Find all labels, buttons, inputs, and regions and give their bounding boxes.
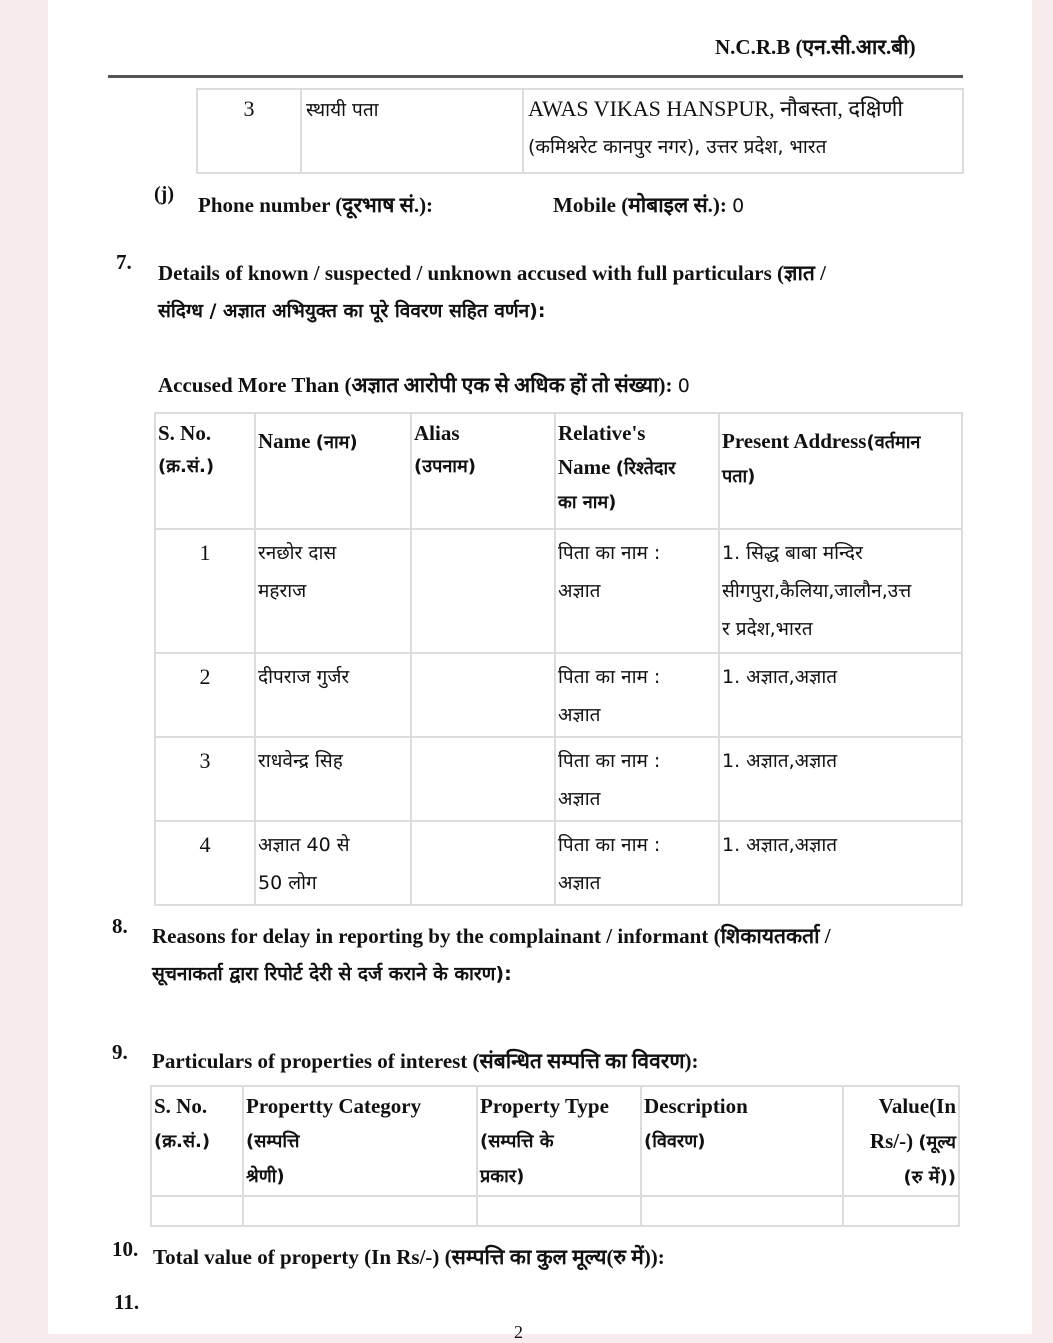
address-value <box>523 89 963 173</box>
mobile-label: Mobile (मोबाइल सं.): <box>553 193 727 217</box>
mobile-field <box>553 191 744 219</box>
cell-name: राधवेन्द्र सिह <box>255 737 411 821</box>
col-value: Value(In Rs/-) (मूल्य (रु में)) <box>843 1086 959 1196</box>
table-row <box>155 653 962 737</box>
section-9-number: 9. <box>112 1040 128 1064</box>
address-table <box>196 88 964 174</box>
address-type: स्थायी पता <box>301 89 523 173</box>
mobile-value: 0 <box>732 195 745 217</box>
col-sno: S. No. (क्र.सं.) <box>155 413 255 529</box>
col-property-category: Propertty Category (सम्पत्ति श्रेणी) <box>243 1086 477 1196</box>
col-description: Description (विवरण) <box>641 1086 843 1196</box>
col-name: Name (नाम) <box>255 413 411 529</box>
cell-sno: 4 <box>155 821 255 905</box>
page-number: 2 <box>514 1322 523 1342</box>
cell-category <box>243 1196 477 1226</box>
header-rule <box>108 75 963 78</box>
cell-relative: पिता का नाम : अज्ञात <box>555 737 719 821</box>
cell-name: अज्ञात 40 से 50 लोग <box>255 821 411 905</box>
cell-sno <box>151 1196 243 1226</box>
col-relative-name: Relative's Name (रिश्तेदार का नाम) <box>555 413 719 529</box>
cell-relative: पिता का नाम : अज्ञात <box>555 529 719 653</box>
accused-more-than <box>158 371 690 399</box>
cell-sno: 1 <box>155 529 255 653</box>
col-alias: Alias (उपनाम) <box>411 413 555 529</box>
property-table <box>150 1085 960 1227</box>
cell-name: दीपराज गुर्जर <box>255 653 411 737</box>
table-row <box>155 821 962 905</box>
table-row <box>155 529 962 653</box>
address-line: (कमिश्नरेट कानपुर नगर), उत्तर प्रदेश, भारत <box>528 136 827 158</box>
cell-address: 1. अज्ञात,अज्ञात <box>719 737 962 821</box>
phone-label: Phone number (दूरभाष सं.): <box>198 193 434 217</box>
cell-alias <box>411 737 555 821</box>
cell-relative: पिता का नाम : अज्ञात <box>555 821 719 905</box>
accused-more-value: 0 <box>677 375 690 397</box>
section-8-title: Reasons for delay in reporting by the complainant / informant (शिकायतकर्ता / सूचनाकर्ता द्वारा रिपोर्ट देरी से दर्ज कराने के कारण): <box>152 924 831 985</box>
table-row <box>151 1196 959 1226</box>
col-sno: S. No. (क्र.सं.) <box>151 1086 243 1196</box>
cell-description <box>641 1196 843 1226</box>
section-10-number: 10. <box>112 1237 139 1261</box>
section-9-title: Particulars of properties of interest (संबन्धित सम्पत्ति का विवरण): <box>152 1049 699 1073</box>
cell-address: 1. सिद्ध बाबा मन्दिर सीगपुरा,कैलिया,जालौन,उत्त र प्रदेश,भारत <box>719 529 962 653</box>
cell-alias <box>411 821 555 905</box>
section-7-number: 7. <box>116 250 132 274</box>
cell-sno: 2 <box>155 653 255 737</box>
section-8-number: 8. <box>112 914 128 938</box>
accused-more-label: Accused More Than (अज्ञात आरोपी एक से अधिक हों तो संख्या): <box>158 373 673 397</box>
cell-alias <box>411 653 555 737</box>
table-header-row <box>155 413 962 529</box>
accused-table <box>154 412 963 906</box>
cell-relative: पिता का नाम : अज्ञात <box>555 653 719 737</box>
cell-sno: 3 <box>155 737 255 821</box>
col-present-address: Present Address(वर्तमान पता) <box>719 413 962 529</box>
header-title: N.C.R.B (एन.सी.आर.बी) <box>715 35 916 59</box>
cell-type <box>477 1196 641 1226</box>
table-header-row <box>151 1086 959 1196</box>
address-line: AWAS VIKAS HANSPUR, नौबस्ता, दक्षिणी <box>528 96 904 121</box>
col-property-type: Property Type (सम्पत्ति के प्रकार) <box>477 1086 641 1196</box>
section-11-number: 11. <box>114 1290 140 1314</box>
cell-value <box>843 1196 959 1226</box>
address-sno: 3 <box>197 89 301 173</box>
document-page <box>48 0 1032 1342</box>
cell-name: रनछोर दास महराज <box>255 529 411 653</box>
cell-address: 1. अज्ञात,अज्ञात <box>719 653 962 737</box>
item-marker-j: (j) <box>154 183 174 205</box>
cell-alias <box>411 529 555 653</box>
table-row <box>155 737 962 821</box>
section-7-title: Details of known / suspected / unknown accused with full particulars (ज्ञात / संदिग्ध / अज्ञात अभियुक्त का पूरे विवरण सहित वर्णन): <box>158 261 826 322</box>
section-10-title: Total value of property (In Rs/-) (सम्पत्ति का कुल मूल्य(रु में)): <box>153 1245 665 1269</box>
cell-address: 1. अज्ञात,अज्ञात <box>719 821 962 905</box>
table-row <box>197 89 963 173</box>
